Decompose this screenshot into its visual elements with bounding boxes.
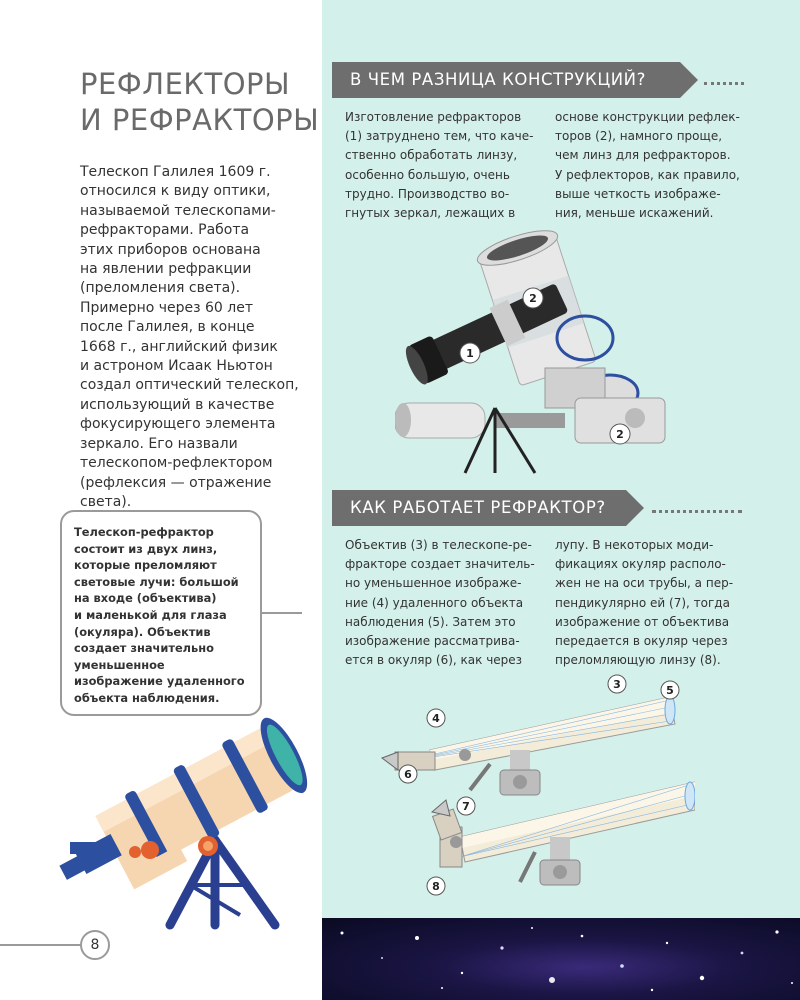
callout-line: которые преломляют <box>74 558 217 573</box>
page-number: 8 <box>80 930 110 960</box>
starfield <box>322 918 800 1000</box>
intro-line: и астроном Исаак Ньютон <box>80 358 273 375</box>
heading-dots <box>652 510 742 514</box>
text-line: гнутых зеркал, лежащих в <box>345 206 516 221</box>
text-line: ние (4) удаленного объекта <box>345 595 524 610</box>
intro-line: использующий в качестве <box>80 396 275 413</box>
text-line: (1) затруднено тем, что каче- <box>345 129 534 144</box>
text-line: изображение от объектива <box>555 614 730 629</box>
text-line: трудно. Производство во- <box>345 186 510 201</box>
text-line: фикациях окуляр располо- <box>555 557 726 572</box>
text-line: фракторе создает значитель- <box>345 557 535 572</box>
intro-line: после Галилея, в конце <box>80 319 255 336</box>
intro-line: телескопом-рефлектором <box>80 455 273 472</box>
text-line: торов (2), намного проще, <box>555 129 723 144</box>
text-line: Объектив (3) в телескопе-ре- <box>345 538 532 552</box>
intro-line: на явлении рефракции <box>80 261 252 278</box>
intro-line: рефракторами. Работа <box>80 222 250 239</box>
cartoon-telescope-illustration <box>40 680 330 930</box>
refractor-diagrams <box>370 672 695 912</box>
callout-line: объекта наблюдения. <box>74 690 220 705</box>
text-line: ется в окуляр (6), как через <box>345 653 523 668</box>
label-5-object: 5 <box>666 684 674 697</box>
intro-line: создал оптический телескоп, <box>80 377 299 394</box>
callout-line: уменьшенное <box>74 657 165 672</box>
intro-line: этих приборов основана <box>80 241 261 258</box>
callout-line: состоит из двух линз, <box>74 541 218 556</box>
intro-line: (преломления света). <box>80 280 241 297</box>
telescopes-comparison-illustration <box>395 228 695 478</box>
intro-line: Телескоп Галилея 1609 г. <box>80 164 271 180</box>
label-2-reflector: 2 <box>529 292 537 305</box>
text-line: но уменьшенное изображе- <box>345 576 522 591</box>
callout-line: Телескоп-рефрактор <box>74 525 214 539</box>
page-title <box>80 66 319 138</box>
text-line: У рефлекторов, как правило, <box>555 167 740 182</box>
intro-line: (рефлексия — отражение <box>80 474 272 491</box>
text-line: преломляющую линзу (8). <box>555 653 721 668</box>
text-line: ния, меньше искажений. <box>555 206 714 221</box>
label-8-refracting-lens: 8 <box>432 880 440 893</box>
intro-paragraph <box>80 163 310 512</box>
page-number-line <box>0 944 82 946</box>
callout-line: и маленькой для глаза <box>74 607 227 622</box>
label-1-refractor: 1 <box>466 347 474 360</box>
section1-column-1 <box>345 108 534 223</box>
text-line: чем линз для рефракторов. <box>555 148 731 163</box>
section2-column-1 <box>345 536 535 670</box>
intro-line: Примерно через 60 лет <box>80 299 254 316</box>
title-line-2: И РЕФРАКТОРЫ <box>80 103 320 137</box>
callout-line: создает значительно <box>74 641 214 656</box>
text-line: наблюдения (5). Затем это <box>345 614 516 629</box>
intro-line: фокусирующего элемента <box>80 416 276 433</box>
title-line-1: РЕФЛЕКТОРЫ <box>80 67 291 101</box>
text-line: пендикулярно ей (7), тогда <box>555 595 730 610</box>
heading-dots <box>704 82 744 86</box>
intro-line: зеркало. Его назвали <box>80 435 238 452</box>
intro-line: 1668 г., английский физик <box>80 338 278 355</box>
text-line: особенно большую, очень <box>345 167 510 182</box>
callout-connector <box>262 612 302 614</box>
text-line: выше четкость изображе- <box>555 186 721 201</box>
label-6-eyepiece: 6 <box>404 768 412 781</box>
callout-line: изображение удаленного <box>74 674 245 689</box>
text-line: изображение рассматрива- <box>345 634 520 649</box>
callout-line: световые лучи: большой <box>74 574 239 589</box>
label-3-objective: 3 <box>613 678 621 691</box>
text-line: основе конструкции рефлек- <box>555 110 740 124</box>
label-4-image: 4 <box>432 712 440 725</box>
text-line: Изготовление рефракторов <box>345 110 522 124</box>
space-image <box>322 918 800 1000</box>
callout-line: (окуляра). Объектив <box>74 624 211 639</box>
callout-line: на входе (объектива) <box>74 591 217 606</box>
intro-line: относился к виду оптики, <box>80 183 271 200</box>
text-line: жен не на оси трубы, а пер- <box>555 576 734 591</box>
text-line: ственно обработать линзу, <box>345 148 518 163</box>
text-line: передается в окуляр через <box>555 634 728 649</box>
section-heading-difference: В ЧЕМ РАЗНИЦА КОНСТРУКЦИЙ? <box>332 62 680 98</box>
label-2-reflector-base: 2 <box>616 428 624 441</box>
text-line: лупу. В некоторых моди- <box>555 538 714 552</box>
label-7-perpendicular-eyepiece: 7 <box>462 800 470 813</box>
section1-column-2 <box>555 108 740 223</box>
section-heading-how-refractor-works: КАК РАБОТАЕТ РЕФРАКТОР? <box>332 490 626 526</box>
section2-column-2 <box>555 536 740 670</box>
intro-line: называемой телескопами- <box>80 202 276 219</box>
intro-line: света). <box>80 493 132 510</box>
